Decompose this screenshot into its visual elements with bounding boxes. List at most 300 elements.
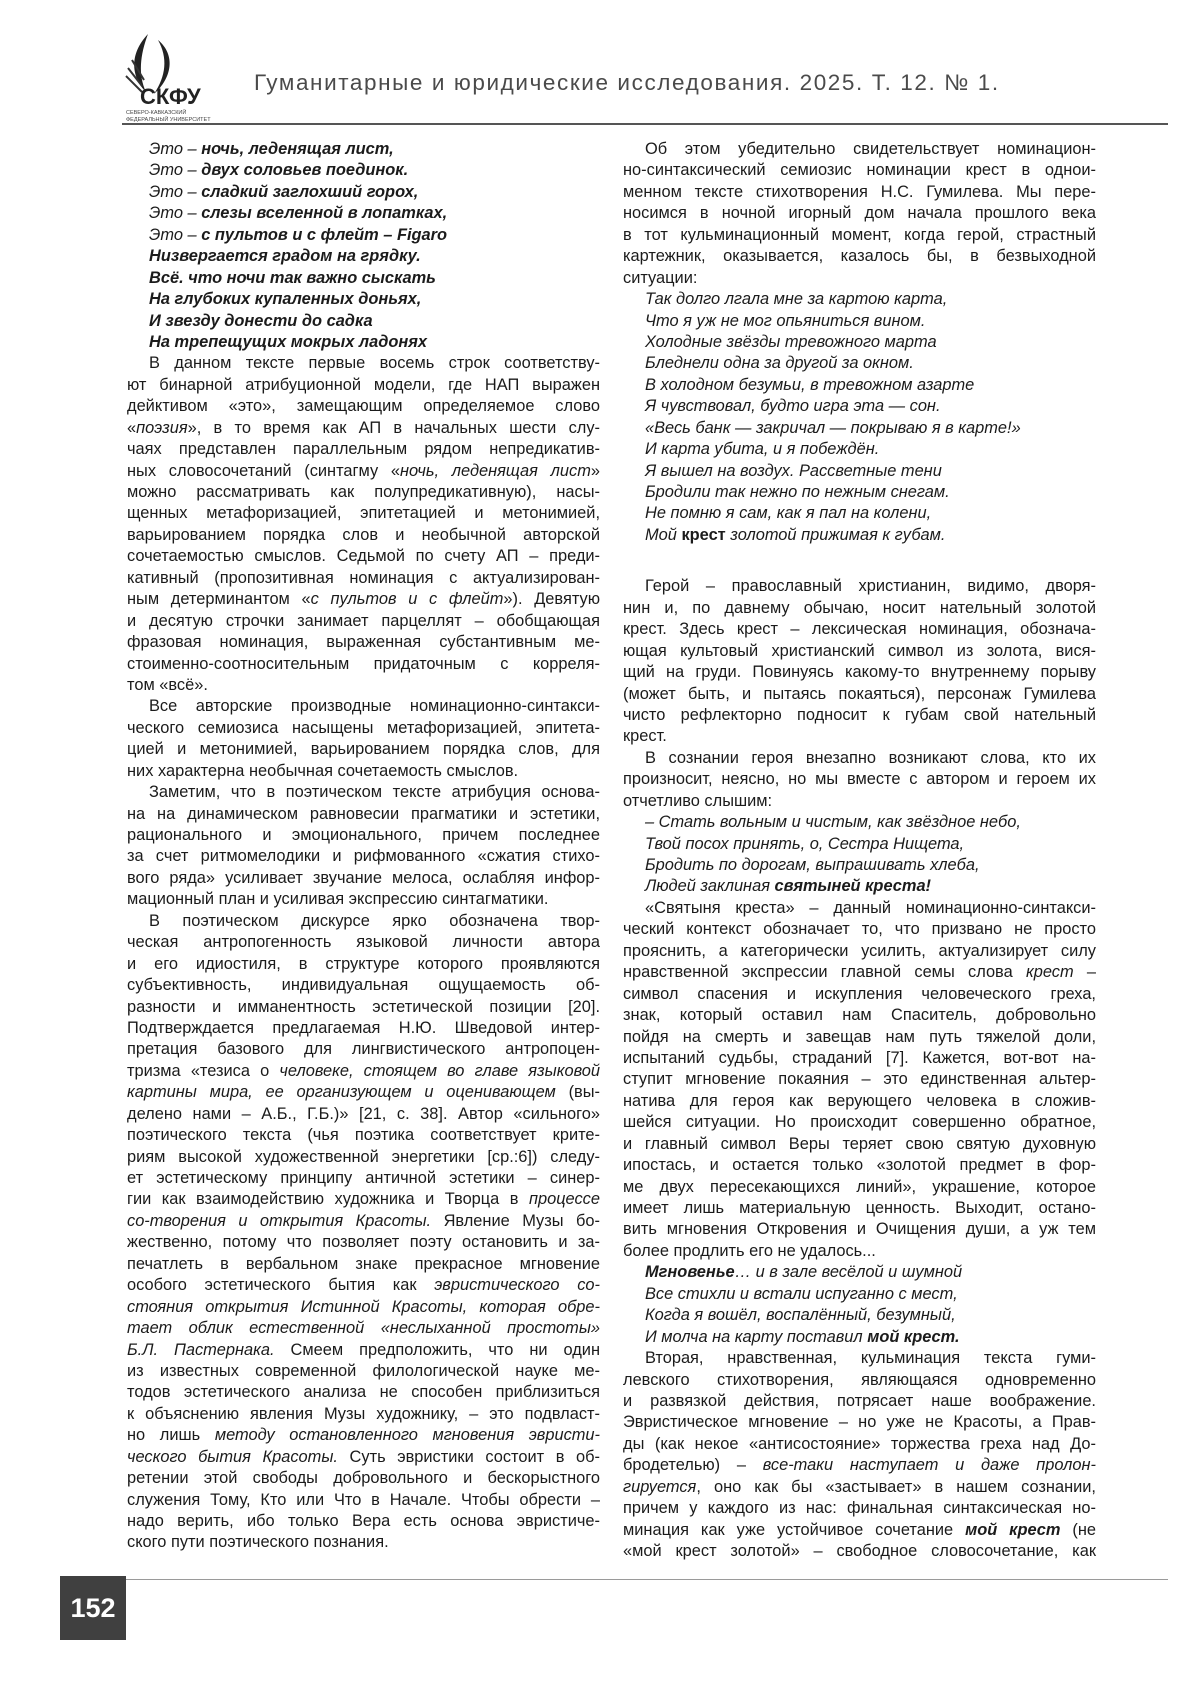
text-line bbox=[623, 503, 1096, 524]
paragraph bbox=[623, 748, 1096, 812]
text-run: гии как взаимодействию художника и Творца в bbox=[127, 1190, 529, 1209]
text-line bbox=[623, 769, 1096, 790]
text-run: на на динамическом равновесии прагматики и эстетики, bbox=[127, 804, 600, 823]
text-line bbox=[623, 748, 1096, 769]
page-number: 152 bbox=[60, 1576, 126, 1640]
text-line bbox=[127, 589, 600, 610]
text-run: Смеем предположить, что ни один bbox=[274, 1340, 601, 1359]
text-run: ме двух пересекающихся линий», украшение, которое bbox=[623, 1177, 1096, 1196]
text-run: Холодные звёзды тревожного марта bbox=[645, 332, 937, 351]
text-run: минация как уже устойчивое сочетание bbox=[623, 1520, 966, 1539]
text-run: с пультов и с флейт bbox=[310, 590, 504, 609]
text-line bbox=[623, 353, 1096, 374]
text-line bbox=[623, 418, 1096, 439]
text-line bbox=[623, 1027, 1096, 1048]
footer-divider bbox=[124, 1579, 1168, 1580]
text-run: двух соловьев поединок. bbox=[201, 161, 409, 180]
text-line bbox=[127, 1082, 600, 1103]
text-line bbox=[127, 1147, 600, 1168]
header-divider bbox=[122, 123, 1168, 125]
text-line bbox=[623, 246, 1096, 267]
text-run: том «всё». bbox=[127, 675, 208, 694]
text-line bbox=[127, 1232, 600, 1253]
text-run: ных словосочетаний (синтагму « bbox=[127, 461, 401, 480]
text-line bbox=[623, 1155, 1096, 1176]
text-line bbox=[127, 268, 600, 289]
text-run: (может быть, и пытаясь покаяться), персонаж Гумилева bbox=[623, 684, 1096, 703]
text-line bbox=[127, 611, 600, 632]
text-line bbox=[127, 482, 600, 503]
text-run: шейся ситуации. Но происходит совершенно обратное, bbox=[623, 1113, 1096, 1132]
text-line bbox=[127, 954, 600, 975]
text-run: вого ряда» усиливает звучание мелоса, ослабляя инфор- bbox=[127, 868, 600, 887]
text-run: разности и имманентность эстетической позиции [20]. bbox=[127, 997, 600, 1016]
text-line bbox=[127, 1382, 600, 1403]
text-line bbox=[127, 375, 600, 396]
text-run: символ спасения и искупления человеческого греха, bbox=[623, 984, 1096, 1003]
text-line bbox=[623, 332, 1096, 353]
text-run: Вторая, нравственная, кульминация текста гуми- bbox=[645, 1349, 1096, 1368]
text-line bbox=[623, 812, 1096, 833]
text-line bbox=[127, 868, 600, 889]
text-run: ческая антропогенность языковой личности автора bbox=[127, 933, 600, 952]
text-run: со-творения и открытия Красоты. bbox=[127, 1211, 432, 1230]
text-line bbox=[623, 834, 1096, 855]
text-run: человеке, стоящем во главе языковой bbox=[279, 1061, 600, 1080]
text-line bbox=[623, 439, 1096, 460]
text-run: тризма «тезиса о bbox=[127, 1061, 280, 1080]
text-run: причем у каждого из нас: финальная синтаксическая но- bbox=[623, 1499, 1096, 1518]
text-line bbox=[127, 761, 600, 782]
text-run: Когда я вошёл, воспалённый, безумный, bbox=[645, 1306, 956, 1325]
text-run: сладкий заглохший горох, bbox=[201, 182, 419, 201]
text-run: но лишь bbox=[127, 1426, 215, 1445]
text-run: «Святыня креста» – данный номинационно-синтакси- bbox=[645, 898, 1096, 917]
text-line bbox=[127, 1447, 600, 1468]
text-run: щий на груди. Повинуясь какому-то внутреннему порыву bbox=[623, 663, 1096, 682]
text-line bbox=[127, 182, 600, 203]
text-run: Это – bbox=[149, 204, 202, 223]
text-line bbox=[127, 1104, 600, 1125]
text-line bbox=[127, 418, 600, 439]
text-run: риям высокой художественной энергетики [ср.:6]) следу- bbox=[127, 1147, 600, 1166]
text-run: Это – bbox=[149, 225, 202, 244]
text-line bbox=[127, 503, 600, 524]
text-run: В сознании героя внезапно возникают слова, кто их bbox=[645, 748, 1096, 767]
text-run: ческий контекст обозначает то, что призвано не просто bbox=[623, 920, 1096, 939]
text-run: фразовая номинация, выраженная субстантивным ме- bbox=[127, 633, 600, 652]
text-line bbox=[127, 225, 600, 246]
text-run: дейктивом «это», замещающим определяемое слово bbox=[127, 397, 600, 416]
text-run: надо верить, ибо только Вера есть основа эвристиче- bbox=[127, 1512, 600, 1530]
text-run: субъективность, индивидуальная ощущаемость об- bbox=[127, 976, 600, 995]
text-run: Все стихли и встали испуганно с мест, bbox=[645, 1284, 958, 1303]
text-run: из известных современной филологической науке ме- bbox=[127, 1361, 600, 1380]
text-line bbox=[127, 1297, 600, 1318]
text-line bbox=[623, 791, 1096, 812]
text-run: « bbox=[127, 418, 137, 437]
logo-subtitle: СЕВЕРО-КАВКАЗСКИЙ bbox=[126, 110, 187, 116]
text-line bbox=[623, 1520, 1096, 1541]
text-line bbox=[623, 289, 1096, 310]
text-line bbox=[127, 804, 600, 825]
text-run: И молча на карту поставил bbox=[645, 1327, 868, 1346]
text-run: Суть эвристики состоит в об- bbox=[337, 1447, 600, 1466]
text-run: … и в зале весёлой и шумной bbox=[734, 1263, 963, 1282]
text-line bbox=[623, 876, 1096, 897]
text-run: – Стать вольным и чистым, как звёздное небо, bbox=[645, 813, 1021, 832]
text-line bbox=[127, 203, 600, 224]
poem-excerpt bbox=[623, 1262, 1096, 1348]
text-line bbox=[127, 1425, 600, 1446]
text-run: Б.Л. Пастернака. bbox=[127, 1340, 275, 1359]
text-line bbox=[623, 619, 1096, 640]
text-run: Не помню я сам, как я пал на колени, bbox=[645, 504, 932, 523]
text-run: Всё. что ночи так важно сыскать bbox=[149, 268, 436, 287]
text-line bbox=[127, 997, 600, 1018]
text-line bbox=[623, 641, 1096, 662]
text-line bbox=[127, 1254, 600, 1275]
text-line bbox=[623, 1498, 1096, 1519]
text-run: картины мира, ее организующем и оценивающем bbox=[127, 1083, 556, 1102]
text-line bbox=[127, 825, 600, 846]
text-run: мационный план и усиливая экспрессию синтагматики. bbox=[127, 890, 549, 909]
text-run: ет эстетическому принципу античной эстетики – синер- bbox=[127, 1169, 600, 1187]
text-run: », в то время как АП в начальных шести слу- bbox=[187, 418, 600, 437]
text-line bbox=[623, 1177, 1096, 1198]
text-run: На трепещущих мокрых ладонях bbox=[149, 332, 428, 351]
text-run: В холодном безумьи, в тревожном азарте bbox=[645, 375, 975, 394]
text-line bbox=[127, 1318, 600, 1339]
text-run: менном тексте стихотворения Н.С. Гумилева. Мы пере- bbox=[623, 182, 1096, 201]
text-run: Мой bbox=[645, 525, 682, 544]
text-run: – bbox=[1073, 963, 1097, 982]
text-run: Заметим, что в поэтическом тексте атрибуция основа- bbox=[149, 783, 600, 802]
text-line bbox=[623, 396, 1096, 417]
text-run: крест bbox=[1025, 963, 1074, 982]
text-line bbox=[623, 598, 1096, 619]
paragraph bbox=[127, 782, 600, 911]
text-line bbox=[127, 1404, 600, 1425]
text-line bbox=[127, 696, 600, 717]
text-run: особого эстетического бытия как bbox=[127, 1276, 435, 1295]
text-line bbox=[623, 1134, 1096, 1155]
text-run: крест. Здесь крест – лексическая номинация, обознача- bbox=[623, 620, 1096, 639]
text-line bbox=[623, 311, 1096, 332]
text-line bbox=[623, 1005, 1096, 1026]
text-run: к объяснению явления Музы художнику, – это подвласт- bbox=[127, 1404, 600, 1423]
text-line bbox=[127, 353, 600, 374]
text-line bbox=[623, 941, 1096, 962]
text-run: поэтического текста (чья поэтика соответствует крите- bbox=[127, 1126, 600, 1145]
text-run: и главный символ Веры теряет свою святую духовную bbox=[623, 1134, 1096, 1153]
text-run: В данном тексте первые восемь строк соответству- bbox=[149, 354, 600, 373]
text-line bbox=[127, 160, 600, 181]
text-run: И звезду донести до садка bbox=[149, 311, 373, 330]
text-run: тодов эстетического анализа не способен приблизиться bbox=[127, 1383, 600, 1402]
left-column bbox=[127, 139, 600, 1554]
text-run: ным детерминантом « bbox=[127, 590, 311, 609]
text-line bbox=[623, 1477, 1096, 1498]
text-line bbox=[127, 1468, 600, 1489]
text-run: Людей заклиная bbox=[645, 877, 775, 896]
text-line bbox=[623, 1198, 1096, 1219]
text-line bbox=[623, 684, 1096, 705]
text-run: претация базового для лингвистического антропоцен- bbox=[127, 1040, 600, 1059]
logo-subtitle: ФЕДЕРАЛЬНЫЙ УНИВЕРСИТЕТ bbox=[126, 117, 211, 123]
text-run: прояснить, а категорически усилить, актуализирует силу bbox=[623, 941, 1096, 960]
text-run: Я вышел на воздух. Рассветные тени bbox=[645, 461, 942, 480]
paragraph bbox=[127, 696, 600, 782]
text-run: испытаний судьбы, страданий [7]. Кажется, вот-вот на- bbox=[623, 1048, 1096, 1067]
text-line bbox=[623, 919, 1096, 940]
text-line bbox=[127, 396, 600, 417]
text-run: Мгновенье bbox=[645, 1263, 735, 1282]
text-line bbox=[127, 1532, 600, 1553]
text-line bbox=[127, 1490, 600, 1511]
text-run: знак, который оставил нам Спаситель, добровольно bbox=[623, 1006, 1096, 1025]
text-run: нин и, по давнему обычаю, носит нательный золотой bbox=[623, 598, 1096, 617]
text-run: Об этом убедительно свидетельствует номинацион- bbox=[645, 140, 1096, 158]
text-line bbox=[127, 1039, 600, 1060]
text-line bbox=[623, 182, 1096, 203]
text-run: и десятую строчки занимает парцеллят – обобщающая bbox=[127, 611, 600, 630]
text-run: ского пути поэтического познания. bbox=[127, 1533, 389, 1552]
text-run: картежник, оказывается, казалось бы, в безвыходной bbox=[623, 247, 1096, 266]
text-run: «мой крест золотой» – свободное словосочетание, как bbox=[623, 1542, 1096, 1560]
text-line bbox=[127, 932, 600, 953]
text-run: слезы вселенной в лопатках, bbox=[201, 204, 448, 223]
text-run: с пультов и с флейт – Figaro bbox=[201, 225, 448, 244]
text-line bbox=[623, 203, 1096, 224]
text-run: Низвергается градом на грядку. bbox=[149, 247, 421, 266]
text-run: за счет ритмомелодики и рифмованного «сжатия стихо- bbox=[127, 847, 600, 866]
text-run: ночь, леденящая лист bbox=[400, 461, 591, 480]
text-run: » bbox=[590, 461, 600, 480]
text-line bbox=[623, 1370, 1096, 1391]
text-run: , оно как бы «застывает» в нашем сознании, bbox=[696, 1477, 1096, 1496]
text-run: рационального и эмоционального, причем последнее bbox=[127, 826, 600, 844]
text-run: стоименно-соотносительным придаточным с корреля- bbox=[127, 654, 600, 673]
text-run: щенных метафоризацией, эпитетацией и метонимией, bbox=[127, 504, 600, 523]
text-run: ситуации: bbox=[623, 268, 698, 287]
text-line bbox=[623, 1284, 1096, 1305]
text-run: Герой – православный христианин, видимо, дворя- bbox=[645, 577, 1096, 596]
text-run: И карта убита, и я побеждён. bbox=[645, 440, 880, 459]
text-line bbox=[127, 568, 600, 589]
poem-excerpt bbox=[127, 139, 600, 353]
text-line bbox=[623, 525, 1096, 546]
text-run: служения Тому, Кто или Что в Начале. Чтобы обрести – bbox=[127, 1490, 600, 1509]
text-line bbox=[127, 889, 600, 910]
text-line bbox=[127, 1211, 600, 1232]
text-run: чаях представлен параллельным рядом непредикатив- bbox=[127, 440, 600, 459]
text-line bbox=[127, 1511, 600, 1532]
text-line bbox=[623, 1305, 1096, 1326]
text-run: мой крест. bbox=[867, 1327, 960, 1346]
right-column bbox=[623, 139, 1096, 1562]
text-line bbox=[623, 1219, 1096, 1240]
text-run: крест. bbox=[623, 727, 667, 746]
text-line bbox=[127, 1061, 600, 1082]
text-line bbox=[623, 1434, 1096, 1455]
text-run: отчетливо слышим: bbox=[623, 791, 773, 810]
spacer bbox=[623, 546, 1096, 576]
paragraph bbox=[623, 1348, 1096, 1562]
text-line bbox=[623, 962, 1096, 983]
text-run: Что я уж не мог опьяниться вином. bbox=[645, 311, 926, 330]
text-run: тает облик естественной «неслыханной простоты» bbox=[127, 1319, 600, 1338]
text-run: эвристического со- bbox=[434, 1276, 600, 1295]
text-line bbox=[127, 1125, 600, 1146]
text-line bbox=[623, 1262, 1096, 1283]
text-run: святыней креста! bbox=[774, 877, 932, 896]
text-line bbox=[127, 1275, 600, 1296]
text-line bbox=[623, 225, 1096, 246]
text-line bbox=[127, 654, 600, 675]
text-run: и развязкой действия, потрясает наше воображение. bbox=[623, 1391, 1096, 1410]
text-run: Подтверждается предлагаемая Н.Ю. Шведовой интер- bbox=[127, 1018, 600, 1037]
text-run: произносит, неясно, но мы вместе с автором и героем их bbox=[623, 770, 1096, 789]
text-line bbox=[127, 525, 600, 546]
text-line bbox=[127, 1340, 600, 1361]
text-run: и его идиостиля, в структуре которого проявляются bbox=[127, 954, 600, 973]
text-run: можно рассматривать как полупредикативную), насы- bbox=[127, 483, 600, 501]
text-line bbox=[623, 268, 1096, 289]
text-line bbox=[623, 576, 1096, 597]
text-run: (не bbox=[1060, 1520, 1096, 1539]
text-run: но-синтаксический семиозис номинации крест в однои- bbox=[623, 161, 1096, 180]
text-line bbox=[127, 739, 600, 760]
text-line bbox=[623, 1112, 1096, 1133]
paragraph bbox=[623, 576, 1096, 748]
text-run: все-таки наступает и даже пролон- bbox=[762, 1456, 1096, 1475]
text-line bbox=[127, 675, 600, 696]
text-line bbox=[623, 898, 1096, 919]
text-run: ческого бытия Красоты. bbox=[127, 1447, 338, 1466]
text-line bbox=[127, 1189, 600, 1210]
text-run: печатлеть в вербальном знаке прекрасное мгновение bbox=[127, 1254, 600, 1273]
text-run: имеет лишь материальную ценность. Выходит, остано- bbox=[623, 1199, 1096, 1217]
text-run: На глубоких купаленных доньях, bbox=[149, 290, 422, 309]
text-line bbox=[623, 482, 1096, 503]
text-run: Бродить по дорогам, выпрашивать хлеба, bbox=[645, 856, 980, 874]
text-run: варьированием порядка слов и необычной авторской bbox=[127, 525, 600, 544]
text-run: Все авторские производные номинационно-синтакси- bbox=[149, 697, 600, 716]
text-line bbox=[623, 1541, 1096, 1562]
text-line bbox=[127, 289, 600, 310]
text-run: Твой посох принять, о, Сестра Нищета, bbox=[645, 834, 965, 853]
text-line bbox=[127, 1361, 600, 1382]
text-run: поэзия bbox=[136, 418, 188, 437]
text-line bbox=[623, 1091, 1096, 1112]
text-run: цией и метонимией, варьированием порядка слов, для bbox=[127, 740, 600, 759]
text-run: Это – bbox=[149, 182, 202, 201]
text-run: пойдя на смерть и завещав нам путь тяжелой доли, bbox=[623, 1027, 1096, 1046]
text-line bbox=[127, 718, 600, 739]
text-run: Бледнели одна за другой за окном. bbox=[645, 354, 914, 373]
text-run: Явление Музы бо- bbox=[431, 1211, 600, 1230]
text-run: вить мгновения Откровения и Очищения души, а уж тем bbox=[623, 1220, 1096, 1239]
text-line bbox=[623, 1348, 1096, 1369]
text-run: золотой прижимая к губам. bbox=[725, 525, 946, 544]
paragraph bbox=[127, 911, 600, 1554]
text-run: процессе bbox=[528, 1190, 600, 1209]
text-run: ипостась, и остается только «золотой предмет в фор- bbox=[623, 1156, 1096, 1175]
text-run: В поэтическом дискурсе ярко обозначена твор- bbox=[149, 911, 600, 930]
text-run: чисто рефлекторно подносит к губам свой нательный bbox=[623, 705, 1096, 724]
paragraph bbox=[127, 353, 600, 696]
text-run: бродетелью) – bbox=[623, 1456, 763, 1475]
text-run: более продлить его не удалось... bbox=[623, 1241, 876, 1260]
text-line bbox=[127, 632, 600, 653]
text-line bbox=[623, 705, 1096, 726]
text-line bbox=[127, 1018, 600, 1039]
text-run: делено нами – А.Б., Г.Б.)» [21, с. 38]. Автор «сильного» bbox=[127, 1104, 600, 1123]
journal-title: Гуманитарные и юридические исследования. 2025. Т. 12. № 1. bbox=[254, 70, 1000, 95]
text-line bbox=[623, 1455, 1096, 1476]
text-line bbox=[623, 461, 1096, 482]
text-run: Эвристическое мгновение – но уже не Красоты, а Прав- bbox=[623, 1413, 1096, 1432]
poem-excerpt bbox=[623, 289, 1096, 546]
text-line bbox=[623, 662, 1096, 683]
text-line bbox=[127, 461, 600, 482]
poem-excerpt bbox=[623, 812, 1096, 898]
paragraph bbox=[623, 139, 1096, 289]
text-run: ретении этой свободы добровольного и бескорыстного bbox=[127, 1469, 600, 1488]
text-line bbox=[127, 246, 600, 267]
text-line bbox=[127, 782, 600, 803]
text-line bbox=[127, 975, 600, 996]
text-run: нравственной экспрессии главной семы слова bbox=[623, 963, 1026, 982]
text-run: носимся в ночной игорный дом начала прошлого века bbox=[623, 204, 1096, 223]
text-line bbox=[127, 846, 600, 867]
text-line bbox=[623, 139, 1096, 160]
text-line bbox=[127, 332, 600, 353]
text-line bbox=[623, 984, 1096, 1005]
text-run: ют бинарной атрибуционной модели, где НАП выражен bbox=[127, 375, 600, 394]
text-run: Я чувствовал, будто игра эта — сон. bbox=[645, 397, 941, 416]
text-run: натива для героя как верующего человека в сложив- bbox=[623, 1091, 1096, 1110]
text-run: ночь, леденящая лист, bbox=[201, 140, 394, 158]
text-line bbox=[623, 1327, 1096, 1348]
text-line bbox=[623, 1069, 1096, 1090]
text-run: крест bbox=[681, 525, 726, 544]
text-run: методу остановленного мгновения эвристи- bbox=[214, 1426, 601, 1445]
text-line bbox=[623, 1241, 1096, 1262]
text-run: сочетаемостью смыслов. Седьмой по счету АП – преди- bbox=[127, 547, 600, 566]
text-line bbox=[623, 375, 1096, 396]
text-run: ды (как некое «антисостояние» торжества греха над До- bbox=[623, 1434, 1096, 1453]
text-run: них характерна необычная сочетаемость смыслов. bbox=[127, 761, 519, 780]
text-run: в тот кульминационный момент, когда герой, страстный bbox=[623, 225, 1096, 244]
text-run: ющая культовый христианский символ из золота, вися- bbox=[623, 641, 1096, 660]
text-run: мой крест bbox=[965, 1520, 1061, 1539]
logo-wordmark: СКФУ bbox=[140, 84, 201, 109]
text-run: ступит мгновение покаяния – это единственная альтер- bbox=[623, 1070, 1096, 1089]
university-logo bbox=[118, 30, 230, 124]
text-run: ческого семиозиса насыщены метафоризацией, эпитета- bbox=[127, 718, 600, 737]
text-run: кативный (пропозитивная номинация с актуализирован- bbox=[127, 568, 600, 587]
text-run: жественно, потому что позволяет поэту остановить и за- bbox=[127, 1233, 600, 1252]
text-line bbox=[127, 139, 600, 160]
text-run: гируется bbox=[623, 1477, 697, 1496]
text-line bbox=[623, 160, 1096, 181]
text-line bbox=[127, 311, 600, 332]
text-line bbox=[127, 546, 600, 567]
text-run: Это – bbox=[149, 140, 202, 158]
text-line bbox=[623, 1048, 1096, 1069]
